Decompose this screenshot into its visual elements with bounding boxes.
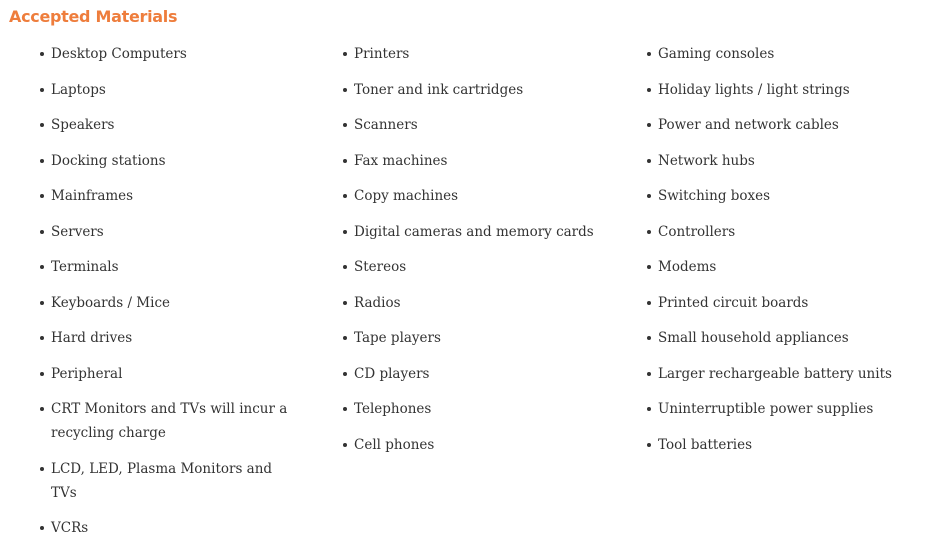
list-item: Power and network cables: [647, 113, 927, 137]
list-item: Servers: [40, 220, 290, 244]
list-item: Toner and ink cartridges: [343, 78, 613, 102]
list-item: Mainframes: [40, 184, 290, 208]
list-item: Hard drives: [40, 326, 290, 350]
list-item: Terminals: [40, 255, 290, 279]
list-item: Laptops: [40, 78, 290, 102]
list-item: Scanners: [343, 113, 613, 137]
list-item: Desktop Computers: [40, 42, 290, 66]
list-item: Telephones: [343, 397, 613, 421]
list-item: Copy machines: [343, 184, 613, 208]
list-item: Fax machines: [343, 149, 613, 173]
list-item: Peripheral: [40, 362, 290, 386]
list-item: Gaming consoles: [647, 42, 927, 66]
list-item: Switching boxes: [647, 184, 927, 208]
list-item: CRT Monitors and TVs will incur a recycling charge: [40, 397, 290, 445]
list-item: Network hubs: [647, 149, 927, 173]
materials-list-column-1: [40, 42, 290, 552]
materials-list-column-2: [343, 42, 613, 468]
list-item: Printed circuit boards: [647, 291, 927, 315]
page-title: Accepted Materials: [9, 7, 178, 26]
list-item: Larger rechargeable battery units: [647, 362, 927, 386]
list-item: Stereos: [343, 255, 613, 279]
list-item: Keyboards / Mice: [40, 291, 290, 315]
list-item: Small household appliances: [647, 326, 927, 350]
list-item: CD players: [343, 362, 613, 386]
list-item: Controllers: [647, 220, 927, 244]
list-item: Cell phones: [343, 433, 613, 457]
list-item: Modems: [647, 255, 927, 279]
list-item: VCRs: [40, 516, 290, 540]
list-item: Docking stations: [40, 149, 290, 173]
list-item: Digital cameras and memory cards: [343, 220, 613, 244]
list-item: Speakers: [40, 113, 290, 137]
list-item: Tool batteries: [647, 433, 927, 457]
materials-list-column-3: [647, 42, 927, 468]
list-item: LCD, LED, Plasma Monitors and TVs: [40, 457, 290, 505]
list-item: Tape players: [343, 326, 613, 350]
list-item: Uninterruptible power supplies: [647, 397, 927, 421]
list-item: Printers: [343, 42, 613, 66]
list-item: Radios: [343, 291, 613, 315]
list-item: Holiday lights / light strings: [647, 78, 927, 102]
